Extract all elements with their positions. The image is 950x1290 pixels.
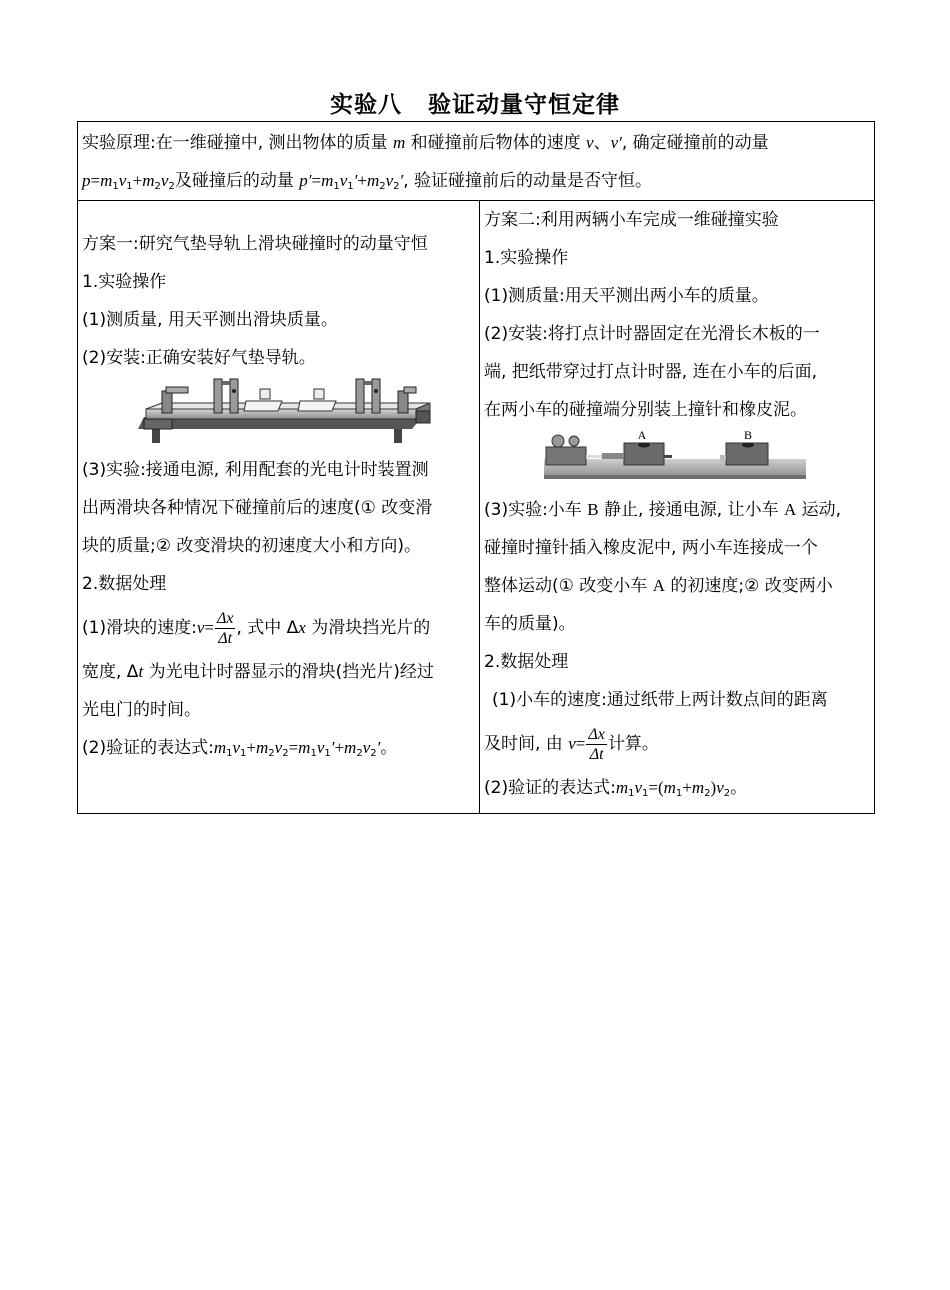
scheme2-velocity-formula: 及时间, 由 v= $\frac{\Delta x}{\Delta t}$ 计算。 [484, 725, 659, 763]
scheme1-op3-line1: (3)实验:接通电源, 利用配套的光电计时装置测 [82, 460, 429, 480]
scheme1-op2: (2)安装:正确安装好气垫导轨。 [82, 348, 316, 368]
fraction-dx-dt: $\frac{\Delta x}{\Delta t}$ [588, 725, 605, 763]
fraction-dx-dt: $\frac{\Delta x}{\Delta t}$ [216, 609, 234, 647]
carts-figure [484, 429, 864, 491]
scheme2-op3-line4: 车的质量)。 [484, 614, 576, 634]
scheme1-velocity-formula: (1)滑块的速度:v= $\frac{\Delta x}{\Delta t}$ , 式中 Δx 为滑块挡光片的 [82, 609, 431, 647]
scheme1-op1: (1)测质量, 用天平测出滑块质量。 [82, 310, 338, 330]
scheme2-op2-line1: (2)安装:将打点计时器固定在光滑长木板的一 [484, 324, 820, 344]
scheme1-heading: 方案一:研究气垫导轨上滑块碰撞时的动量守恒 [82, 234, 428, 254]
slider-2 [298, 389, 336, 411]
scheme2-op-title: 1.实验操作 [484, 248, 569, 268]
slider-1 [244, 389, 282, 411]
scheme2-cell [480, 201, 875, 814]
principle-row [78, 122, 875, 201]
scheme2-op1: (1)测质量:用天平测出两小车的质量。 [484, 286, 769, 306]
scheme2-op2-line2: 端, 把纸带穿过打点计时器, 连在小车的后面, [484, 362, 818, 382]
scheme1-velocity-line3: 光电门的时间。 [82, 700, 201, 720]
title-part2: 验证动量守恒定律 [428, 92, 620, 118]
scheme2-velocity-line1: (1)小车的速度:通过纸带上两计数点间的距离 [492, 690, 828, 710]
principle-cell [78, 122, 875, 201]
cart-a-label: A [637, 429, 647, 442]
experiment-table [77, 121, 875, 814]
scheme1-op-title: 1.实验操作 [82, 272, 167, 292]
title-part1: 实验八 [330, 92, 402, 118]
scheme2-op3-line1: (3)实验:小车 B 静止, 接通电源, 让小车 A 运动, [484, 500, 842, 520]
principle-line2: $p=m_1v_1+m_2v_2$及碰撞后的动量 $p'=m_1v_1'+m_2v_2'$, 验证碰撞前后的动量是否守恒。 [82, 171, 653, 192]
scheme2-op2-line3: 在两小车的碰撞端分别装上撞针和橡皮泥。 [484, 400, 807, 420]
page-title [0, 86, 950, 119]
cart-b [720, 429, 768, 465]
scheme1-data-title: 2.数据处理 [82, 574, 167, 594]
scheme1-op3-line3: 块的质量;② 改变滑块的初速度大小和方向)。 [82, 536, 422, 556]
air-track-base [138, 403, 430, 443]
scheme1-op3-line2: 出两滑块各种情况下碰撞前后的速度(① 改变滑 [82, 498, 433, 518]
scheme1-cell [78, 201, 480, 814]
scheme2-op3-line2: 碰撞时撞针插入橡皮泥中, 两小车连接成一个 [484, 538, 818, 558]
scheme2-data-title: 2.数据处理 [484, 652, 569, 672]
scheme2-expression: (2)验证的表达式$:m_1v_1=(m_1+m_2)v_2$。 [484, 778, 748, 799]
scheme2-op3-line3: 整体运动(① 改变小车 A 的初速度;② 改变两小 [484, 576, 833, 596]
principle-line1: 实验原理:在一维碰撞中, 测出物体的质量 m 和碰撞前后物体的速度 v、v′, 确定碰撞前的动量 [82, 133, 769, 153]
air-track-figure [82, 377, 474, 451]
schemes-row [78, 201, 875, 814]
scheme1-velocity-line2: 宽度, Δt 为光电计时器显示的滑块(挡光片)经过 [82, 662, 434, 682]
scheme1-expression: (2)验证的表达式$:m_1v_1+m_2v_2=m_1v_1'+m_2v_2'$。 [82, 738, 398, 759]
cart-b-label: B [743, 429, 753, 442]
scheme2-heading: 方案二:利用两辆小车完成一维碰撞实验 [484, 210, 779, 230]
